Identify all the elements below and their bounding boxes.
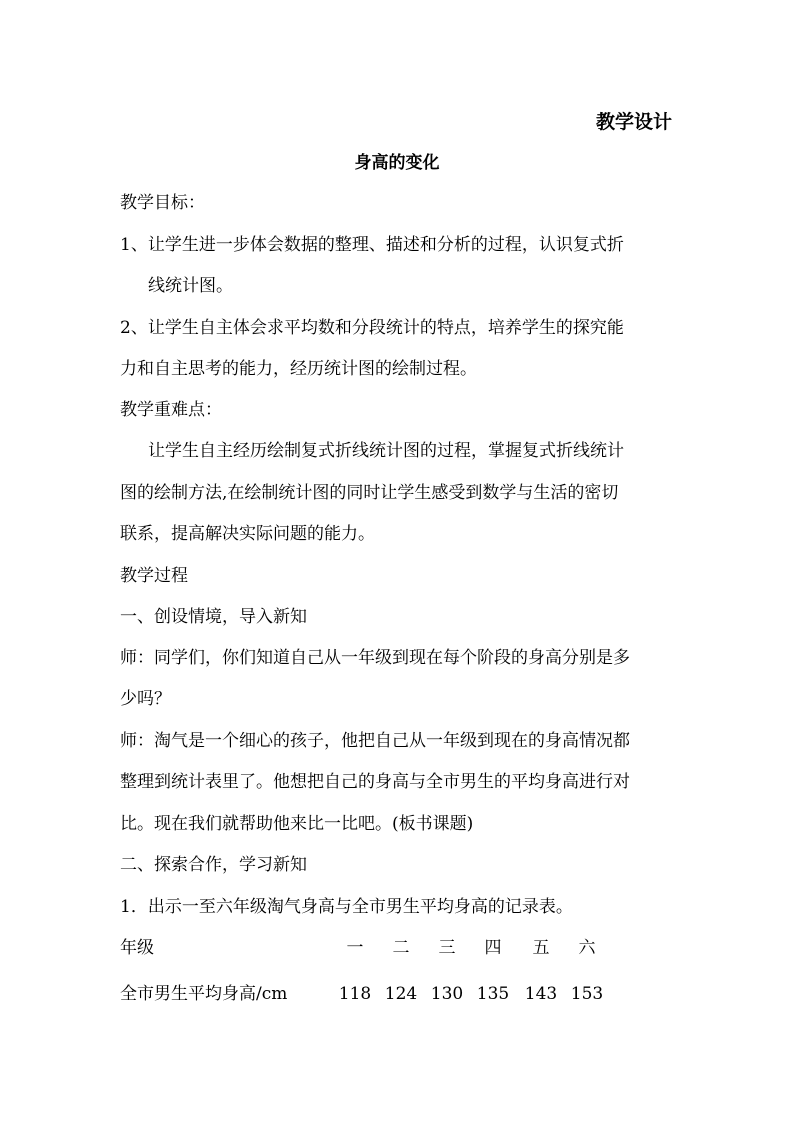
table-cell: 153	[570, 984, 604, 1004]
paragraph-line: 让学生自主经历绘制复式折线统计图的过程，掌握复式折线统计	[148, 441, 624, 461]
table-cell: 124	[384, 984, 418, 1004]
table-cell: 143	[524, 984, 558, 1004]
table-header-cell: 四	[484, 938, 502, 958]
document-title: 身高的变化	[354, 153, 440, 173]
paragraph-line: 整理到统计表里了。他想把自己的身高与全市男生的平均身高进行对	[120, 772, 630, 792]
table-header-cell: 二	[392, 938, 410, 958]
paragraph-line: 师：同学们，你们知道自己从一年级到现在每个阶段的身高分别是多	[120, 648, 630, 668]
section-heading-objectives: 教学目标：	[120, 193, 205, 213]
section-heading-key-points: 教学重难点：	[120, 400, 222, 420]
table-cell: 135	[476, 984, 510, 1004]
paragraph-line: 1．出示一至六年级淘气身高与全市男生平均身高的记录表。	[120, 897, 573, 917]
section-heading-process: 教学过程	[120, 566, 188, 586]
table-row-label: 全市男生平均身高/cm	[120, 984, 288, 1004]
section-heading-explore: 二、探索合作，学习新知	[120, 855, 307, 875]
header-title: 教学设计	[595, 111, 672, 133]
paragraph-line: 少吗？	[120, 689, 171, 709]
paragraph-line: 2、让学生自主体会求平均数和分段统计的特点，培养学生的探究能	[120, 318, 624, 338]
table-header-label: 年级	[120, 938, 154, 958]
table-header-cell: 三	[438, 938, 456, 958]
table-header-cell: 六	[578, 938, 596, 958]
paragraph-line: 线统计图。	[148, 276, 233, 296]
table-header-cell: 一	[346, 938, 364, 958]
paragraph-line: 图的绘制方法,在绘制统计图的同时让学生感受到数学与生活的密切	[120, 483, 619, 503]
paragraph-line: 师：淘气是一个细心的孩子，他把自己从一年级到现在的身高情况都	[120, 731, 630, 751]
paragraph-line: 力和自主思考的能力，经历统计图的绘制过程。	[120, 359, 477, 379]
paragraph-line: 1、让学生进一步体会数据的整理、描述和分析的过程，认识复式折	[120, 235, 624, 255]
table-cell: 118	[338, 984, 372, 1004]
paragraph-line: 联系，提高解决实际问题的能力。	[120, 524, 375, 544]
table-cell: 130	[430, 984, 464, 1004]
table-header-cell: 五	[532, 938, 550, 958]
paragraph-line: 比。现在我们就帮助他来比一比吧。(板书课题)	[120, 814, 474, 834]
section-heading-intro: 一、创设情境，导入新知	[120, 607, 307, 627]
